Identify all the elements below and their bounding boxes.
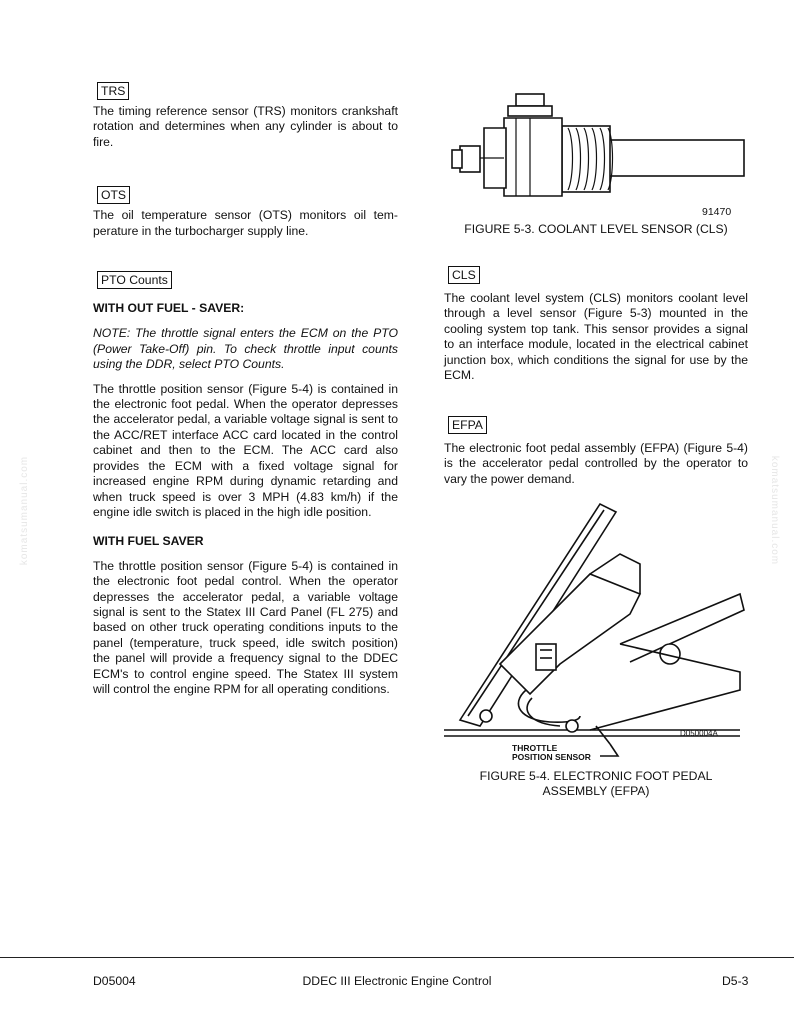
pto-tag: PTO Counts	[97, 271, 172, 289]
watermark-left: komatsumanual.com	[19, 455, 31, 566]
throttle-label-line1: THROTTLE	[512, 743, 558, 753]
cls-tag: CLS	[448, 266, 480, 284]
without-fuel-saver-heading: WITH OUT FUEL - SAVER:	[93, 301, 245, 316]
trs-paragraph: The timing reference sensor (TRS) monitors crankshaft rotation and determines when any cylinder is about to fire.	[93, 104, 398, 149]
pto-note: NOTE: The throttle signal enters the ECM on the PTO (Power Take-Off) pin. To check throttle input counts using the DDR, select PTO Counts.	[93, 326, 398, 372]
efpa-tag: EFPA	[448, 416, 487, 434]
ots-paragraph: The oil temperature sensor (OTS) monitors oil tem-perature in the turbocharger supply line.	[93, 208, 398, 238]
figure-5-4-number: D050004A	[680, 729, 718, 738]
throttle-paragraph-2: The throttle position sensor (Figure 5-4) is contained in the electronic foot pedal control. When the operator depresses the accelerator pedal, a variable voltage signal is sent to the Statex III Card Panel (FL 275) and based on other truck operating conditions inputs to the panel (temperature, truck speed, idle switch position) the panel will provide a frequency signal to the DDEC ECM's to control engine speed. The Statex III system will control the engine RPM for all operating conditions.	[93, 558, 398, 696]
throttle-label-line2: POSITION SENSOR	[512, 752, 591, 762]
figure-5-4-caption	[444, 769, 748, 799]
figure-5-4-caption-line2: ASSEMBLY (EFPA)	[542, 784, 650, 798]
footer-page-number: D5-3	[722, 974, 749, 988]
watermark-right: komatsumanual.com	[769, 455, 781, 566]
figure-5-3-number: 91470	[702, 206, 732, 218]
efpa-paragraph: The electronic foot pedal assembly (EFPA) (Figure 5-4) is the accelerator pedal controlled by the operator to vary the power demand.	[444, 441, 748, 486]
footer-title: DDEC III Electronic Engine Control	[302, 974, 492, 988]
footer-doc-code: D05004	[93, 974, 136, 988]
figure-5-4-caption-line1: FIGURE 5-4. ELECTRONIC FOOT PEDAL	[479, 769, 713, 783]
electronic-foot-pedal-drawing	[440, 494, 750, 766]
throttle-paragraph-1: The throttle position sensor (Figure 5-4) is contained in the electronic foot pedal. When the operator depresses the accelerator pedal, a variable voltage signal is sent to the ACC/RET interface ACC card located in the control cabinet and then to the ECM. The ACC card also provides the ECM with a fixed voltage signal for increased engine RPM during dynamic retarding and when truck speed is over 3 MPH (4.83 km/h) if the engine idle switch is placed in the high idle position.	[93, 381, 398, 519]
footer-rule	[0, 957, 794, 958]
cls-paragraph: The coolant level system (CLS) monitors coolant level through a level sensor (Figure 5-3) mounted in the cooling system top tank. This sensor provides a signal to an interface module, located in the electrical cabinet junction box, which conditions the signal for use by the ECM.	[444, 291, 748, 383]
ots-tag: OTS	[97, 186, 130, 204]
coolant-level-sensor-drawing	[444, 88, 749, 220]
cls-section	[444, 266, 748, 383]
trs-tag: TRS	[97, 82, 129, 100]
with-fuel-saver-heading: WITH FUEL SAVER	[93, 534, 204, 549]
efpa-section	[444, 416, 748, 487]
left-column	[93, 82, 398, 697]
figure-5-3-caption: FIGURE 5-3. COOLANT LEVEL SENSOR (CLS)	[464, 222, 728, 236]
